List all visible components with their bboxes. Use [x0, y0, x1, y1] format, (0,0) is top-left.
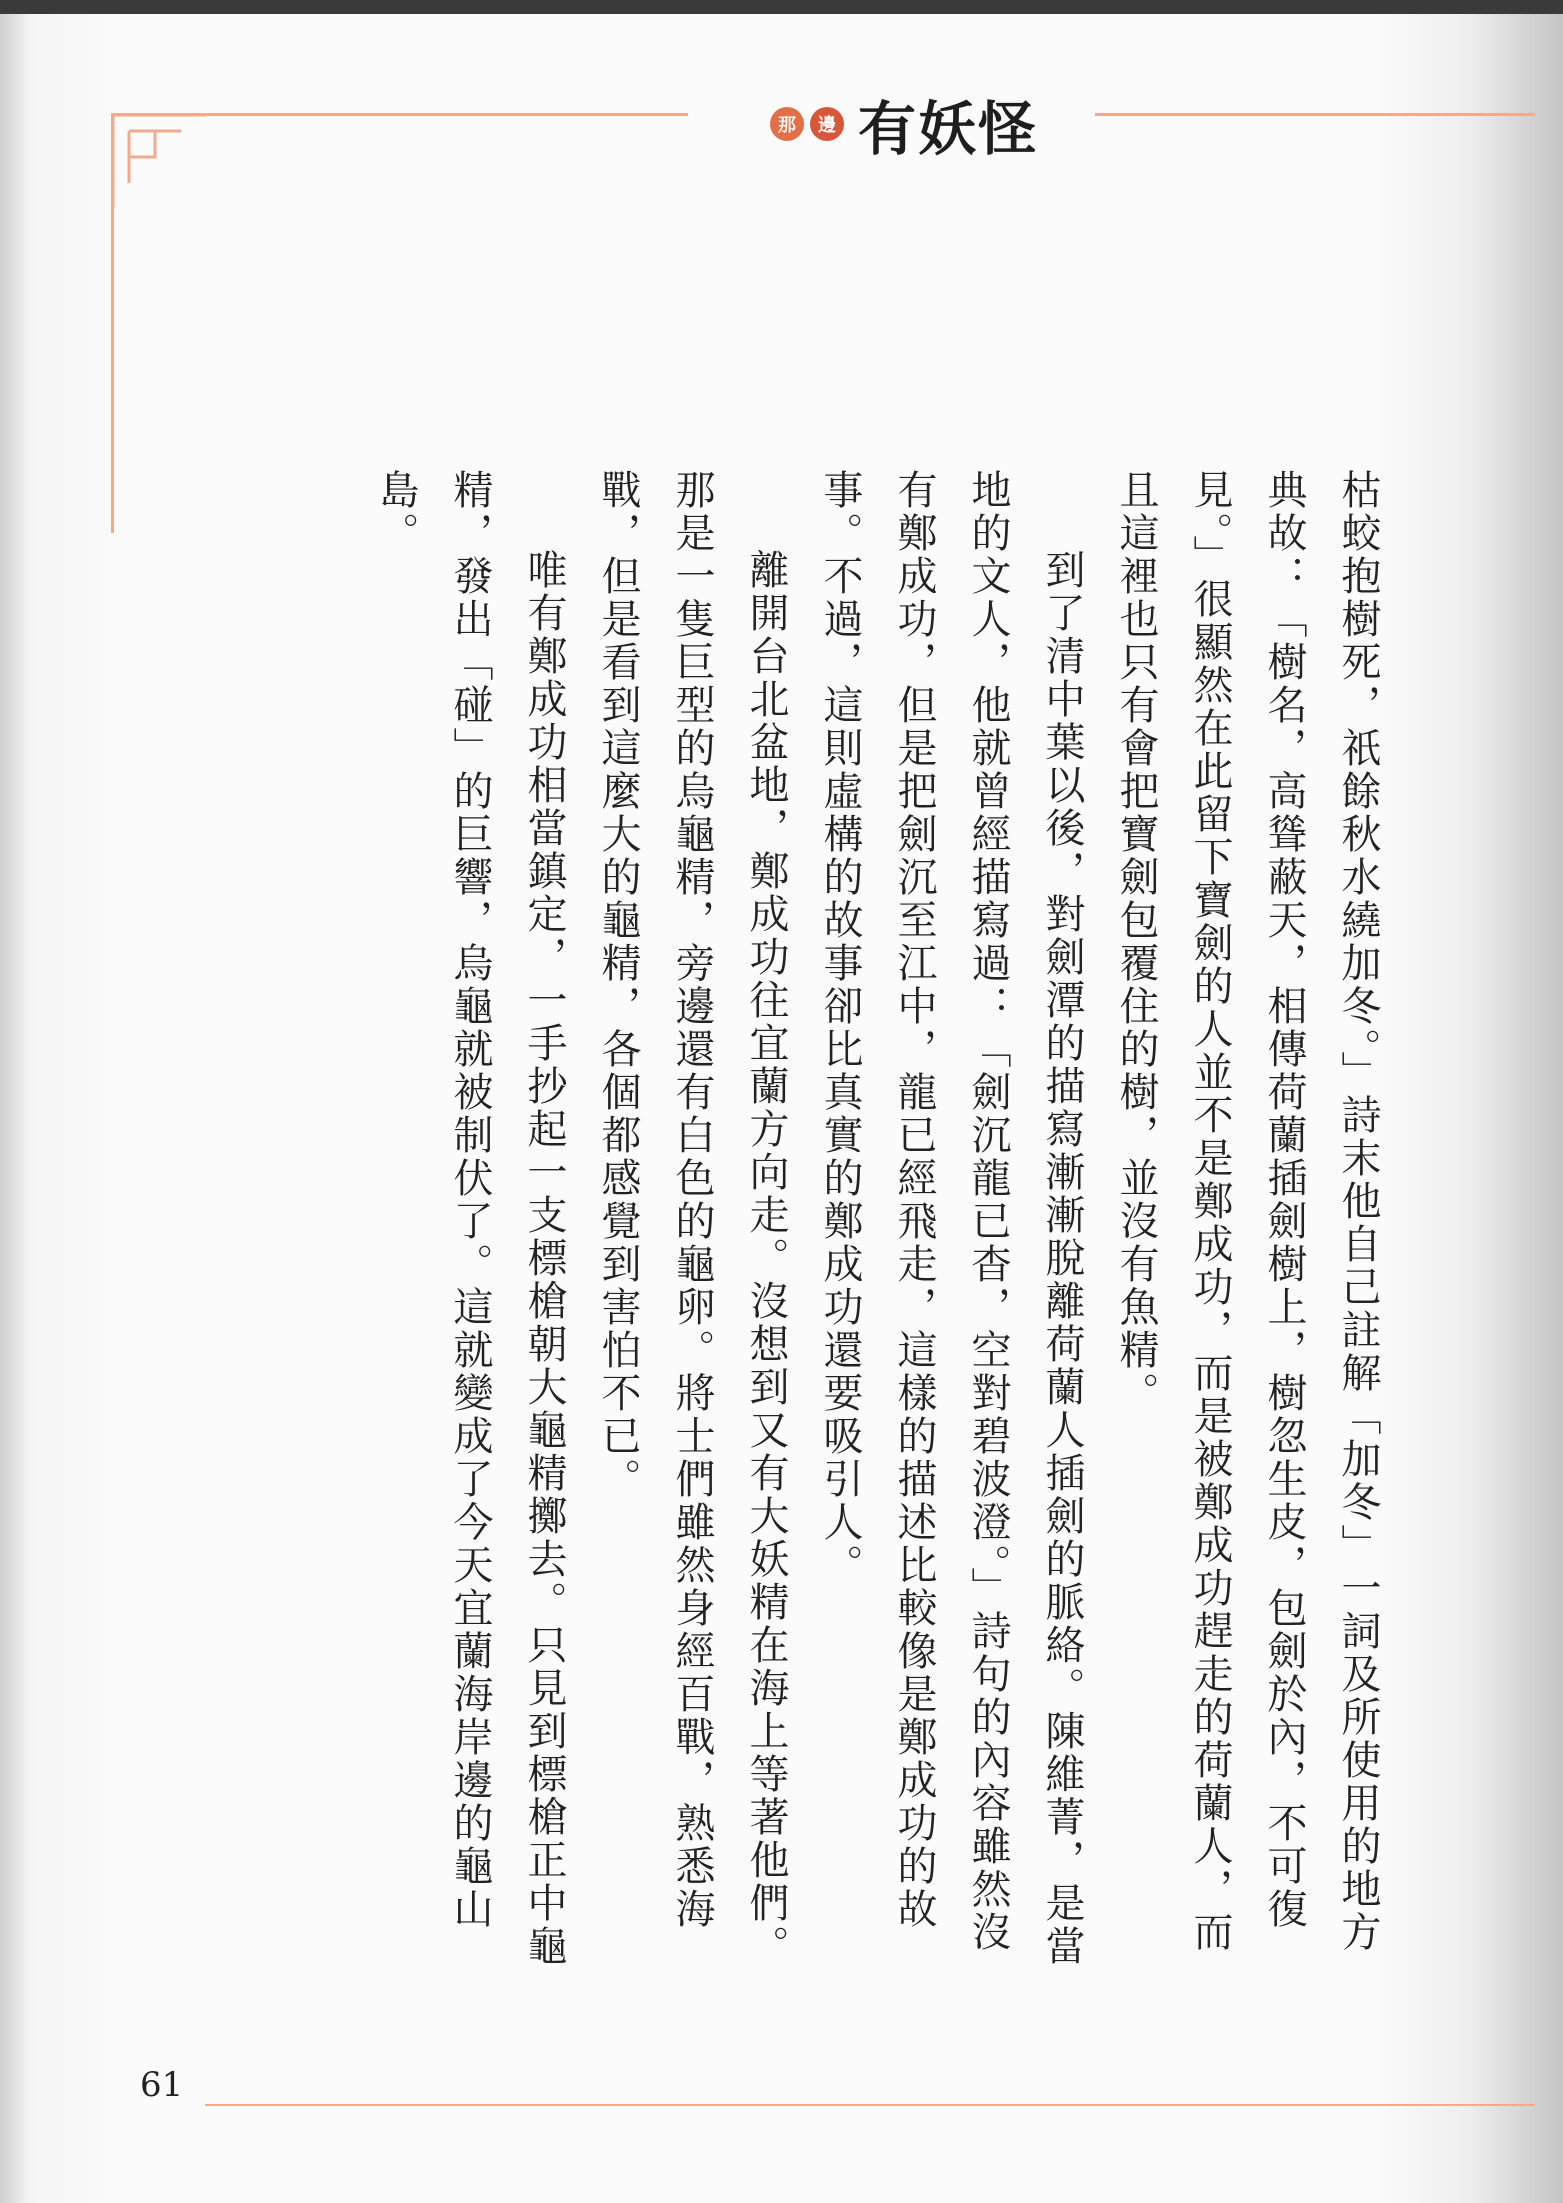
header-rule-right: [1095, 113, 1535, 116]
paragraph-4: 唯有鄭成功相當鎮定，一手抄起一支標槍朝大龜精擲去。只見到標槍正中龜精，發出「碰」的巨響，烏龜就被制伏了。這就變成了今天宜蘭海岸邊的龜山島。: [373, 469, 567, 1968]
page-number: 61: [140, 2065, 184, 2105]
header-badge-2: 邊: [810, 107, 844, 141]
header-badge-1: 那: [770, 107, 804, 141]
paragraph-3: 離開台北盆地，鄭成功往宜蘭方向走。沒想到又有大妖精在海上等著他們。那是一隻巨型的烏龜精，旁邊還有白色的龜卵。將士們雖然身經百戰，熟悉海戰，但是看到這麼大的龜精，各個都感覺到害怕不已。: [595, 469, 789, 1968]
header-title: 有妖怪: [858, 95, 1039, 163]
corner-ornament-icon: [111, 113, 211, 213]
page-gutter-shadow: [0, 14, 30, 2203]
footer-rule: [205, 2104, 1535, 2106]
vertical-body-text: [265, 469, 1395, 1969]
book-page: [0, 14, 1563, 2203]
paragraph-2: 到了清中葉以後，對劍潭的描寫漸漸脫離荷蘭人插劍的脈絡。陳維菁，是當地的文人，他就曾經描寫過：「劍沉龍已杳，空對碧波澄。」詩句的內容雖然沒有鄭成功，但是把劍沉至江中，龍已經飛走，這樣的描述比較像是鄭成功的故事。不過，這則虛構的故事卻比真實的鄭成功還要吸引人。: [817, 469, 1085, 1968]
running-header: [770, 84, 1038, 164]
paragraph-1: 枯蛟抱樹死，祇餘秋水繞加冬。」詩末他自己註解「加冬」一詞及所使用的地方典故：「樹名，高聳蔽天，相傳荷蘭插劍樹上，樹忽生皮，包劍於內，不可復見。」很顯然在此留下寶劍的人並不是鄭成功，而是被鄭成功趕走的荷蘭人，而且這裡也只有會把寶劍包覆住的樹，並沒有魚精。: [1113, 469, 1381, 1954]
